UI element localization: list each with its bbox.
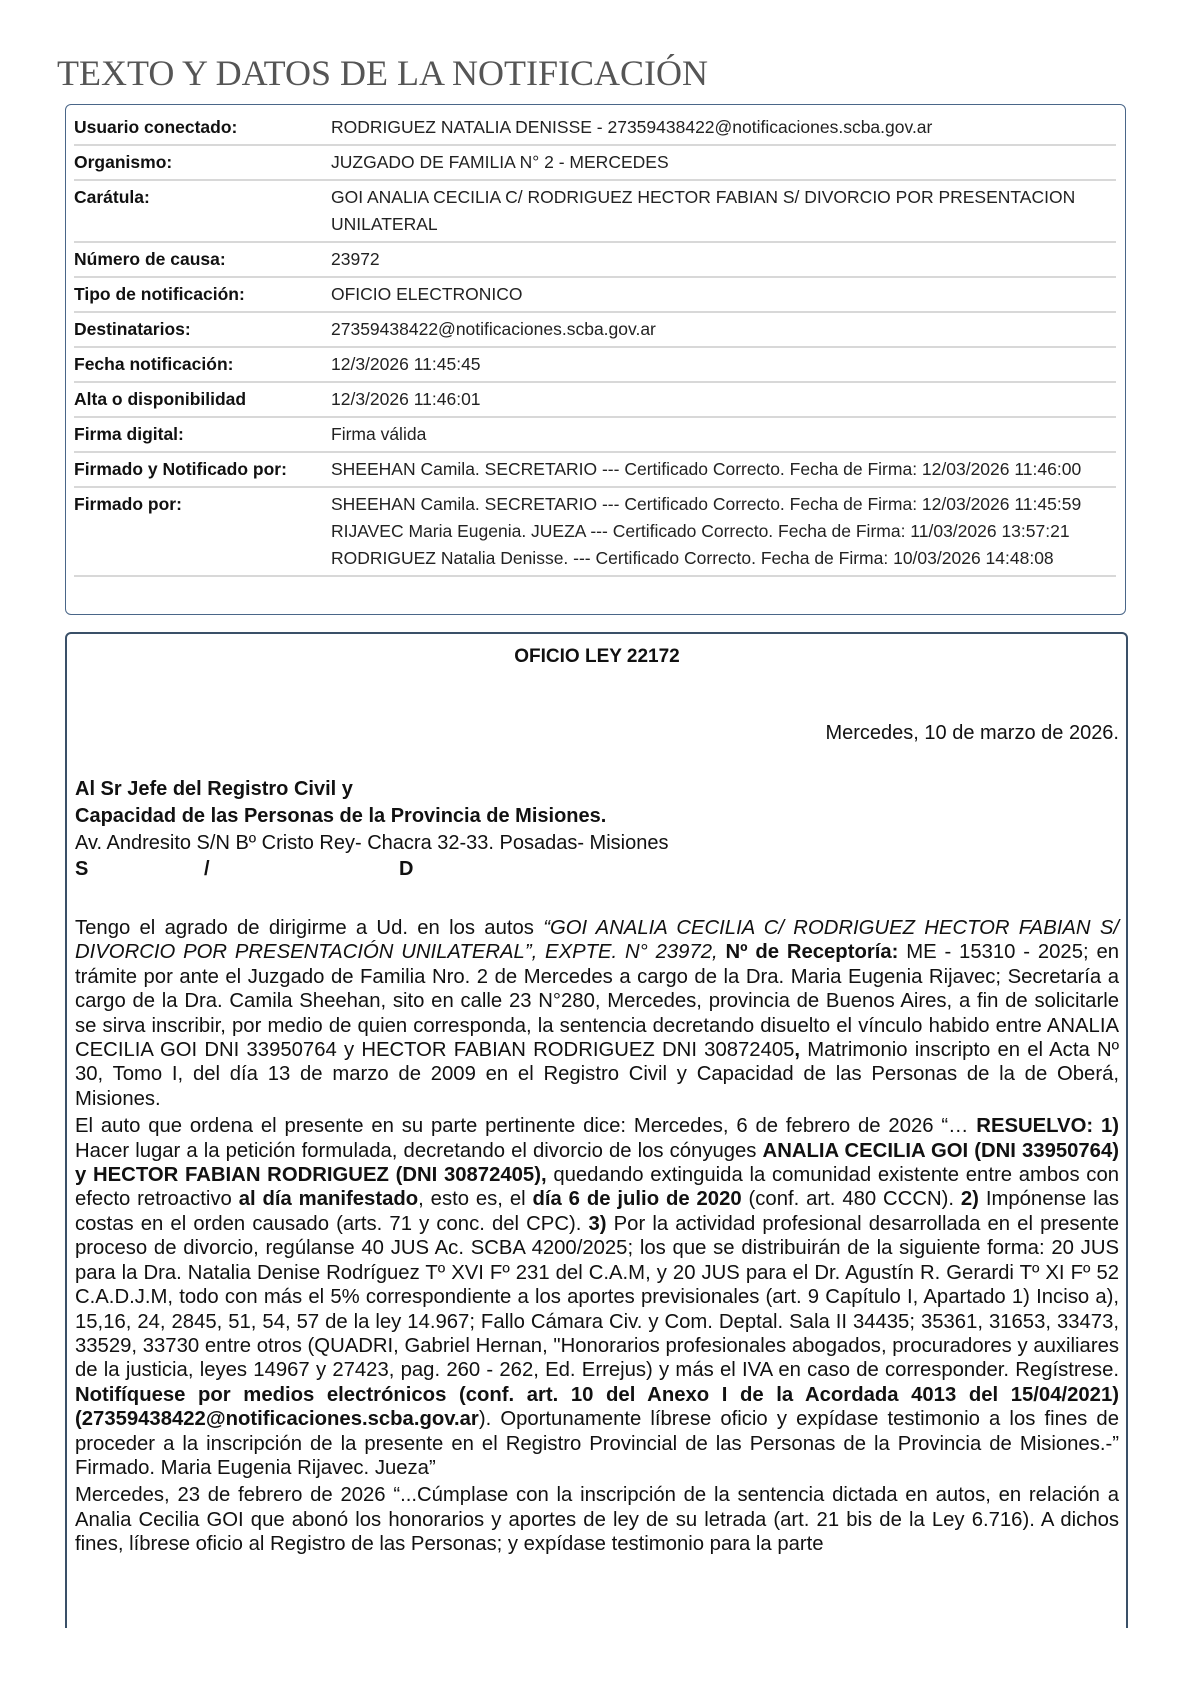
body-paragraph-2 xyxy=(75,1114,1119,1480)
oficio-document-panel xyxy=(65,632,1128,1628)
info-row-label: Organismo: xyxy=(74,145,331,180)
info-row-label: Firmado por: xyxy=(74,487,331,576)
case-title-italic: “GOI ANALIA CECILIA C/ RODRIGUEZ HECTOR FABIAN S/ DIVORCIO POR PRESENTACIÓN UNILATERAL”, EXPTE. N° 23972, xyxy=(75,917,1119,964)
info-row-label: Carátula: xyxy=(74,180,331,242)
info-row-value: 12/3/2026 11:45:45 xyxy=(331,347,1116,382)
notifiquese-bold: Notifíquese por medios electrónicos (conf. art. 10 del Anexo I de la Acordada 4013 del 15/04/2021) (27359438422@notificaciones.scba.gov.ar xyxy=(75,1383,1119,1431)
p1-text-1: Tengo el agrado de dirigirme a Ud. en los autos xyxy=(75,917,544,939)
p1-text-2: ME - 15310 - 2025; en trámite por ante el Juzgado de Familia Nro. 2 de Mercedes a cargo de la Dra. Maria Eugenia Rijavec; Secretaría a cargo de la Dra. Camila Sheehan, sito en calle 23 N°280, Mercedes, provincia de Buenos Aires, a fin de solicitarle se sirva inscribir, por medio de quien corresponda, la sentencia decretando disuelto el vínculo habido entre ANALIA CECILIA GOI DNI 33950764 y HECTOR FABIAN RODRIGUEZ DNI 30872405 xyxy=(75,941,1119,1062)
info-row-value: GOI ANALIA CECILIA C/ RODRIGUEZ HECTOR FABIAN S/ DIVORCIO POR PRESENTACION UNILATERAL xyxy=(331,180,1116,242)
notification-data-panel xyxy=(65,104,1126,615)
info-row-value: JUZGADO DE FAMILIA N° 2 - MERCEDES xyxy=(331,145,1116,180)
info-row-value: Firma válida xyxy=(331,417,1116,452)
info-row-value: OFICIO ELECTRONICO xyxy=(331,277,1116,312)
addressee-line-1: Al Sr Jefe del Registro Civil y xyxy=(75,778,353,800)
addressee-block xyxy=(75,776,668,857)
sd-slash: / xyxy=(204,858,210,880)
p3-text-1: Mercedes, 23 de febrero de 2026 “...Cúmplase con la inscripción de la sentencia dictada en autos, en relación a Analia Cecilia GOI que abonó los honorarios y aportes de ley de su letrada (art. 21 bis de la Ley 6.716). A dichos fines, líbrese oficio al Registro de las Personas; y expídase testimonio para la parte xyxy=(75,1484,1119,1556)
body-paragraph-3 xyxy=(75,1483,1119,1556)
item-2-label: 2) xyxy=(960,1188,979,1211)
info-row-label: Fecha notificación: xyxy=(74,347,331,382)
p2-bold-date: día 6 de julio de 2020 xyxy=(532,1188,742,1211)
info-row-value: SHEEHAN Camila. SECRETARIO --- Certificado Correcto. Fecha de Firma: 12/03/2026 11:46:00 xyxy=(331,452,1116,487)
info-row-value: 27359438422@notificaciones.scba.gov.ar xyxy=(331,312,1116,347)
info-row xyxy=(74,487,1116,576)
p1-text-3: Matrimonio inscripto en el Acta Nº 30, Tomo I, del día 13 de marzo de 2009 en el Registro Civil y Capacidad de las Personas de la de Oberá, Misiones. xyxy=(75,1039,1119,1110)
info-row xyxy=(74,277,1116,312)
info-row-value: SHEEHAN Camila. SECRETARIO --- Certificado Correcto. Fecha de Firma: 12/03/2026 11:45:59 RIJAVEC Maria Eugenia. JUEZA --- Certificado Correcto. Fecha de Firma: 11/03/2026 13:57:21 RODRIGUEZ Natalia Denisse. --- Certificado Correcto. Fecha de Firma: 10/03/2026 14:48:08 xyxy=(331,487,1116,576)
p2-text-8: ). Oportunamente líbrese oficio y expídase testimonio a los fines de proceder a la inscripción de la presente en el Registro Provincial de las Personas de la Provincia de Misiones.-” Firmado. Maria Eugenia Rijavec. Jueza” xyxy=(75,1408,1119,1479)
p1-bold-comma: , xyxy=(794,1039,801,1062)
info-row xyxy=(74,417,1116,452)
info-row-label: Alta o disponibilidad xyxy=(74,382,331,417)
addressee-line-2: Capacidad de las Personas de la Provincia de Misiones. xyxy=(75,805,607,827)
p2-text-1: El auto que ordena el presente en su parte pertinente dice: Mercedes, 6 de febrero de 2026 “… xyxy=(75,1115,977,1138)
info-row-label: Destinatarios: xyxy=(74,312,331,347)
spouses-names: ANALIA CECILIA GOI (DNI 33950764) y HECTOR FABIAN RODRIGUEZ (DNI 30872405), xyxy=(75,1139,1119,1187)
sd-line xyxy=(75,858,475,885)
oficio-date: Mercedes, 10 de marzo de 2026. xyxy=(825,722,1119,744)
sd-s: S xyxy=(75,858,89,880)
p2-bold-3: al día manifestado xyxy=(238,1188,419,1211)
sd-d: D xyxy=(399,858,414,880)
p2-text-3: quedando extinguida la comunidad existente entre ambos con efecto retroactivo xyxy=(75,1164,1119,1211)
addressee-address: Av. Andresito S/N Bº Cristo Rey- Chacra 32-33. Posadas- Misiones xyxy=(75,832,669,854)
oficio-heading: OFICIO LEY 22172 xyxy=(514,646,680,667)
receptoria-label: Nº de Receptoría: xyxy=(717,941,899,964)
info-row xyxy=(74,452,1116,487)
notification-data-table xyxy=(74,111,1116,577)
info-row-label: Número de causa: xyxy=(74,242,331,277)
info-row-label: Usuario conectado: xyxy=(74,111,331,145)
info-row-label: Firmado y Notificado por: xyxy=(74,452,331,487)
info-row-value: RODRIGUEZ NATALIA DENISSE - 27359438422@notificaciones.scba.gov.ar xyxy=(331,111,1116,145)
info-row xyxy=(74,145,1116,180)
info-row xyxy=(74,242,1116,277)
info-row-value: 23972 xyxy=(331,242,1116,277)
info-row xyxy=(74,382,1116,417)
page-title: TEXTO Y DATOS DE LA NOTIFICACIÓN xyxy=(57,53,708,93)
p2-text-2: Hacer lugar a la petición formulada, decretando el divorcio de los cónyuges xyxy=(75,1139,763,1162)
info-row-label: Firma digital: xyxy=(74,417,331,452)
info-row xyxy=(74,111,1116,145)
info-row xyxy=(74,180,1116,242)
oficio-body xyxy=(75,916,1119,1560)
p2-text-6: Impónense las costas en el orden causado (arts. 71 y conc. del CPC). xyxy=(75,1188,1119,1235)
resuelvo-label: RESUELVO: 1) xyxy=(976,1115,1119,1138)
p2-text-4: , esto es, el xyxy=(418,1188,533,1211)
p2-text-7: Por la actividad profesional desarrollada en el presente proceso de divorcio, regúlanse 40 JUS Ac. SCBA 4200/2025; los que se distribuirán de la siguiente forma: 20 JUS para la Dra. Natalia Denise Rodríguez Tº XVI Fº 231 del C.A.M, y 20 JUS para el Dr. Agustín R. Gerardi Tº XI Fº 52 C.A.D.J.M, todo con más el 5% correspondiente a los aportes previsionales (art. 9 Capítulo I, Apartado 1) Inciso a), 15,16, 24, 2845, 51, 54, 57 de la ley 14.967; Fallo Cámara Civ. y Com. Deptal. Sala II 34435; 35361, 31653, 33473, 33529, 33730 entre otros (QUADRI, Gabriel Hernan, "Honorarios profesionales abogados, procuradores y auxiliares de la justicia, leyes 14967 y 27423, pag. 260 - 262, Ed. Errejus) y más el IVA en caso de corresponder. Regístrese. xyxy=(75,1212,1119,1382)
info-row xyxy=(74,312,1116,347)
info-row xyxy=(74,347,1116,382)
p2-text-5: (conf. art. 480 CCCN). xyxy=(741,1188,961,1211)
item-3-label: 3) xyxy=(588,1212,607,1235)
body-paragraph-1 xyxy=(75,916,1119,1111)
info-row-value: 12/3/2026 11:46:01 xyxy=(331,382,1116,417)
info-row-label: Tipo de notificación: xyxy=(74,277,331,312)
